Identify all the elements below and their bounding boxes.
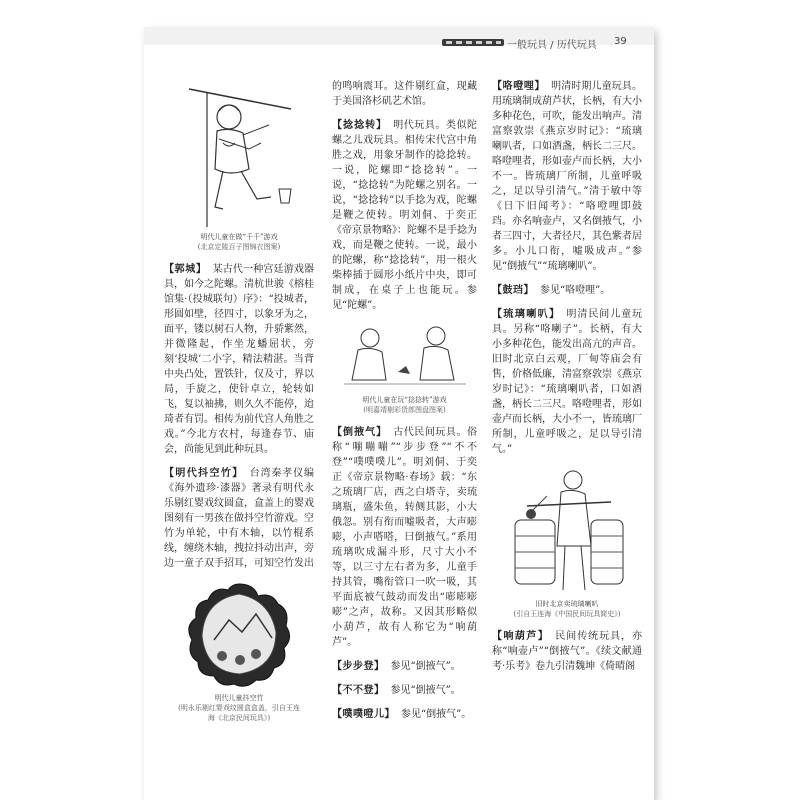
page-number: 39 [614, 36, 627, 47]
entry-headword: 【噗噗噔儿】 [332, 709, 395, 720]
entry-niannianzhuan [332, 118, 477, 313]
entry-text: 民间传统玩具，亦称“响壶卢”“倒掖气”。《续文献通考·乐考》卷九引清魏坤《倚晴阁 [492, 631, 643, 672]
figure-lacquer-box [164, 580, 314, 723]
entry-headword: 【不不登】 [332, 685, 385, 696]
entry-text: 台湾秦孝仪编《海外遗珍·漆器》著录有明代永乐剔红婴戏纹圆盒，盒盖上的婴戏图刻有一男孩在做抖空竹游戏。空竹为单轮，中有木轴，以竹棍系线，缠绕木轴，拽拉抖动出声，旁边一童子双手招耳，可知空竹发出 [164, 468, 314, 569]
column-3 [492, 79, 642, 683]
column-2 [332, 79, 477, 731]
entry-kongzhu [164, 466, 314, 571]
entry-headword: 【响葫芦】 [492, 631, 550, 642]
entry-pupuder [332, 707, 477, 722]
column-1 [164, 79, 314, 733]
entry-daobanqi [332, 425, 477, 650]
figure-child-qianqian [164, 79, 314, 252]
entry-headword: 【郭城】 [164, 264, 207, 275]
entry-text: 参见“倒掖气”。 [390, 661, 461, 672]
entry-headword: 【咯噔哩】 [492, 81, 546, 92]
figure-source-line-1: (明永乐剔红婴戏纹圆盒盒盖，引自王连 [178, 704, 300, 712]
figure-source-line-2: 海《北京民间玩具》) [207, 714, 271, 722]
entry-bubudeng [332, 659, 477, 674]
entry-text: 古代民间玩具。俗称“嘣嘣嘣”“步步登”“不不登”“噗噗噗儿”。明刘侗、于奕正《帝京景物略·春场》载：“东之琉璃厂店，西之白塔寺，卖琉璃瓶，盛朱鱼，转侧其影，小大俄忽。别有衔而嘘吸者，大声嘭嘭，小声嗒嗒，曰倒掖气。”系用琉璃吹成漏斗形，尺寸大小不等，以三寸左右者为多，儿童手持其管，嘴衔管口一吹一吸，其平面底被气鼓动而发出“嘭嘭嘭嘭”之声，故称。又因其形略似小葫芦，故有人称它为“响葫芦”。 [332, 427, 478, 648]
trumpet-seller-illustration [507, 466, 627, 596]
child-playing-illustration [179, 79, 299, 229]
figure-caption: 旧时北京卖琉璃喇叭 [535, 600, 599, 608]
entry-text: 明代玩具。类似陀螺之儿戏玩具。相传宋代宫中角胜之戏，用象牙制作的捻捻转。一说，陀螺即“捻捻转”。一说，“捻捻转”为陀螺之别名。一说，“捻捻转”以手捻为戏，陀螺是鞭之使转。明刘侗、于奕正《帝京景物略》：陀螺不是手捻为戏，而是鞭之使转。一说，最小的陀螺，称“捻捻转”，用一根火柴棒插于圆形小纸片中央，即可制成，在桌子上也能玩。参见“陀螺”。 [332, 120, 478, 311]
entry-text: 的鸣响震耳。这件剔红盒，现藏于美国洛杉矶艺术馆。 [332, 81, 477, 107]
entry-text: 明清时期儿童玩具。用琉璃制成葫芦状，长柄，有大小多种花色，可吹，能发出响声。清富察敦崇《燕京岁时记》：“琉璃喇叭者，口如酒盏，柄长二三尺。咯噔哩者，形如壶卢而长柄，大小不一。皆琉璃厂所制，儿童呼吸之，足以导引清气。”清于敏中等《日下旧闻考》：“咯噔哩即鼓珰。亦名响壶卢，又名倒掖气，小者三四寸，大者径尺，其色紫者居多。小儿口衔，嘘吸成声。”参见“倒掖气”“琉璃喇叭”。 [492, 81, 643, 272]
figure-children-spinning-top [332, 322, 477, 415]
figure-source: (明嘉靖剔彩货郎图盘图案) [363, 406, 446, 414]
book-page [144, 27, 654, 800]
entry-xianghulu [492, 629, 642, 674]
entry-liulilaba [492, 307, 642, 457]
figure-caption: 明代儿童在玩“捻捻转”游戏 [362, 396, 447, 404]
entry-gedengli [492, 79, 642, 274]
figure-source: (引自王连海《中国民间玩具简史》) [513, 610, 621, 618]
figure-source: (北京定陵百子图锦衣图案) [197, 243, 281, 251]
figure-trumpet-seller [492, 466, 642, 619]
entry-headword: 【步步登】 [332, 661, 385, 672]
entry-guocheng [164, 262, 314, 457]
entry-headword: 【倒掖气】 [332, 427, 388, 438]
entry-text: 参见“咯噔哩”。 [540, 285, 611, 296]
entry-headword: 【捻捻转】 [332, 120, 388, 131]
entry-text: 参见“倒掖气”。 [390, 685, 461, 696]
entry-bubudeng-2 [332, 683, 477, 698]
header-ornament-icon [442, 38, 504, 47]
entry-text: 明清民间儿童玩具。另称“咯喇子”。长柄，有大小多种花色，能发出高亢的声音。旧时北京白云观，厂甸等庙会有售，价格低廉，清富察敦崇《燕京岁时记》：“琉璃喇叭者，口如酒盏，柄长二三尺。咯噔哩者，形如壶卢而长柄，大小不一，皆琉璃厂所制，儿童呼吸之，足以导引清气。” [492, 309, 642, 455]
entry-headword: 【琉璃喇叭】 [492, 309, 561, 320]
lacquer-box-illustration [184, 580, 294, 690]
entry-text: 参见“倒掖气”。 [401, 709, 472, 720]
entry-text: 某古代一种宫廷游戏器具，如今之陀螺。清杭世骏《榕桂馆集·（投城联句）序》：“投城者，形圆如壁，径四寸，以象牙为之，面平，镂以树石人物，升骄紫然，并微隆起，作坐龙蟠屈状，旁刻‘投城’二小字，精法精湛。当背中央凸处，置铁针，仅及寸，界以局，手旋之，使针卓立，轮转如飞，复以袖拂，则久久不能停，迨琦者有罚。相传为前代宫人角胜之戏。”今北方农村，每逢春节、庙会，尚能见到此种玩具。 [164, 264, 315, 455]
entry-headword: 【明代抖空竹】 [164, 468, 244, 479]
entry-gudang [492, 283, 642, 298]
children-spinning-top-illustration [340, 322, 470, 392]
running-header-title: 一般玩具 / 历代玩具 [507, 40, 597, 51]
entry-continuation [332, 79, 477, 109]
entry-headword: 【鼓珰】 [492, 285, 534, 296]
figure-caption: 明代儿童抖空竹 [214, 694, 264, 702]
figure-caption: 明代儿童在做“千千”游戏 [200, 233, 278, 241]
